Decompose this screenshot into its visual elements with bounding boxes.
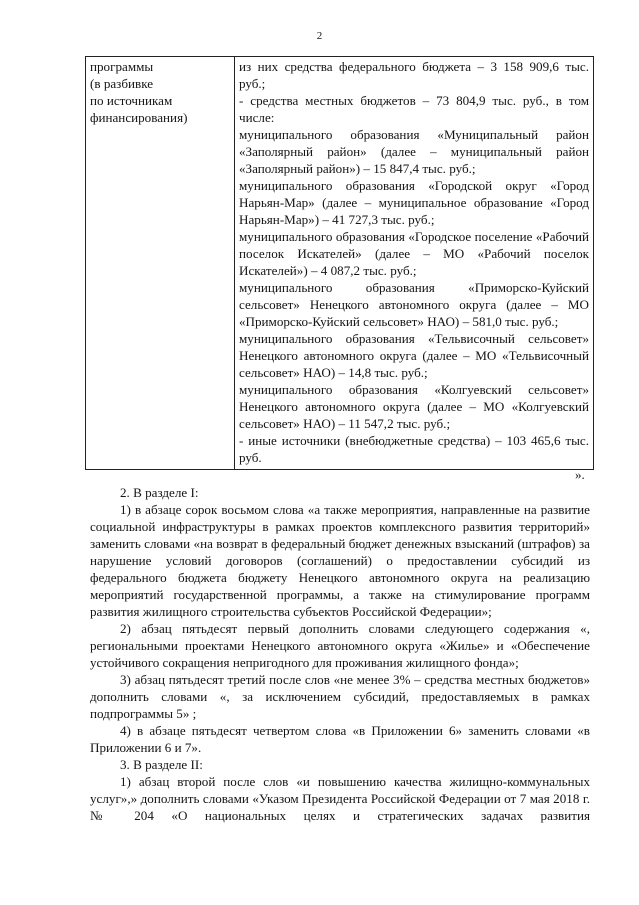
- financing-label-cell: [86, 57, 235, 470]
- closing-quote-mark: ».: [575, 467, 585, 482]
- body-paragraph: 2) абзац пятьдесят первый дополнить словами следующего содержания «, региональными проектами Ненецкого автономного округа «Жилье» и «Обеспечение устойчивого сокращения непригодного для проживания жилищного фонда»;: [90, 621, 590, 670]
- section-heading: 2. В разделе I:: [120, 485, 199, 500]
- financing-label-line: программы: [90, 59, 154, 74]
- zapolyarny-district-text: муниципального образования «Муниципальный район «Заполярный район» (далее – муниципальный район «Заполярный район») – 15 847,4 тыс. руб.;: [239, 127, 589, 176]
- local-budgets-text: - средства местных бюджетов – 73 804,9 тыс. руб., в том числе:: [239, 93, 589, 125]
- primorsko-kuysky-text: муниципального образования «Приморско-Куйский сельсовет» Ненецкого автономного округа (далее – МО «Приморско-Куйский сельсовет» НАО) – 581,0 тыс. руб.;: [239, 280, 589, 329]
- naryan-mar-text: муниципального образования «Городской округ «Город Нарьян-Мар» (далее – муниципальное образование «Город Нарьян-Мар») – 41 727,3 тыс. руб.;: [239, 178, 589, 227]
- financing-label-line: финансирования): [90, 110, 188, 125]
- other-sources-text: - иные источники (внебюджетные средства) – 103 465,6 тыс. руб.: [239, 433, 589, 465]
- financing-label-line: по источникам: [90, 93, 173, 108]
- financing-values-cell: [235, 57, 594, 470]
- telvisochny-text: муниципального образования «Тельвисочный сельсовет» Ненецкого автономного округа (далее – МО «Тельвисочный сельсовет» НАО) – 14,8 тыс. руб.;: [239, 331, 589, 380]
- kolguevsky-text: муниципального образования «Колгуевский сельсовет» Ненецкого автономного округа (далее – МО «Колгуевский сельсовет» НАО) – 11 547,2 тыс. руб.;: [239, 382, 589, 431]
- page-number: 2: [316, 30, 323, 42]
- body-paragraph: 1) абзац второй после слов «и повышению качества жилищно-коммунальных услуг»,» дополнить словами «Указом Президента Российской Федерации от 7 мая 2018 г. № 204 «О национальных целях и стратегических задачах развития: [90, 774, 590, 823]
- table-row: [86, 57, 594, 470]
- body-paragraph: 4) в абзаце пятьдесят четвертом слова «в Приложении 6» заменить словами «в Приложении 6 и 7».: [90, 723, 590, 755]
- financing-label-line: (в разбивке: [90, 76, 154, 91]
- financing-table: [85, 56, 594, 470]
- document-body: [90, 484, 590, 824]
- federal-budget-text: из них средства федерального бюджета – 3 158 909,6 тыс. руб.;: [239, 59, 589, 91]
- iskateley-text: муниципального образования «Городское поселение «Рабочий поселок Искателей» (далее – МО «Рабочий поселок Искателей») – 4 087,2 тыс. руб.;: [239, 229, 589, 278]
- body-paragraph: 1) в абзаце сорок восьмом слова «а также мероприятия, направленные на развитие социальной инфраструктуры в рамках проектов комплексного развития территорий» заменить словами «на возврат в федеральный бюджет денежных взысканий (штрафов) за нарушение условий договоров (соглашений) о предоставлении субсидий из федерального бюджета бюджету Ненецкого автономного округа на реализацию мероприятий государственной программы, а также на стимулирование программ развития жилищного строительства субъектов Российской Федерации»;: [90, 502, 590, 619]
- body-paragraph: 3) абзац пятьдесят третий после слов «не менее 3% – средства местных бюджетов» дополнить словами «, за исключением субсидий, предоставляемых в рамках подпрограммы 5» ;: [90, 672, 590, 721]
- section-heading: 3. В разделе II:: [120, 757, 203, 772]
